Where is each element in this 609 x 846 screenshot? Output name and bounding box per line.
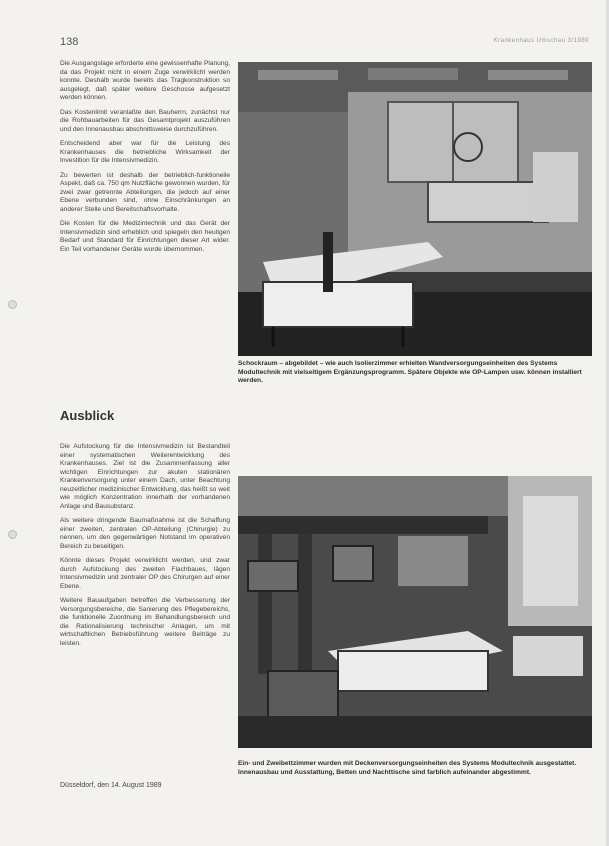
running-head: Krankenhaus Umschau 3/1989 [493,38,589,44]
figure-1-caption: Schockraum – abgebildet – wie auch Isolierzimmer erhielten Wandversorgungseinheiten des Systems Modultechnik mit vielseitigem Ergänzungsprogramm. Spätere Objekte wie OP-Lampen usw. können installiert werden. [238,360,582,385]
paragraph: Entscheidend aber war für die Leistung des Krankenhauses die betriebliche Wirksamkeit der Investition für die Intensivmedizin. [60,140,230,164]
paragraph: Die Kosten für die Medizintechnik und das Gerät der Intensivmedizin sind erheblich und spiegeln den heutigen Bedarf und Standard für Einrichtungen dieser Art wider. Ein Teil vorhandener Geräte wurde übernommen. [60,220,230,253]
shock-room-image [238,62,592,356]
paragraph: Zu bewerten ist deshalb der betrieblich-funktionelle Aspekt, daß ca. 750 qm Nutzfläche gewonnen wurden, für zwei zwar getrennte Abteilungen, die jedoch auf einer Ebene verbunden sind, ohne Einschränkungen an anderer Stelle und Bereitschaftsvorhalte. [60,171,230,213]
paragraph: Das Kostenlimit veranlaßte den Bauherrn, zunächst nur die Rohbauarbeiten für das Gesamtprojekt auszuführen und den Innenausbau abschnittsweise durchzuführen. [60,108,230,133]
column-2-text [60,443,230,654]
paragraph: Als weitere dringende Baumaßnahme ist die Schaffung einer zweiten, zentralen OP-Abteilung (Chirurgie) zu nennen, um den gegenwärtigen Notstand im operativen Bereich zu beseitigen. [60,517,230,550]
column-1-text [60,60,230,260]
figure-2-caption: Ein- und Zweibettzimmer wurden mit Deckenversorgungseinheiten des Systems Modultechnik ausgestattet. Innenausbau und Ausstattung, Betten und Nachttische sind farblich aufeinander abgestimmt. [238,760,577,776]
place-date: Düsseldorf, den 14. August 1989 [60,782,162,789]
paragraph: Weitere Bauaufgaben betreffen die Verbesserung der Versorgungsbereiche, die Sanierung des Pflegebereichs, die funktionelle Zuordnung im Behandlungsbereich und die Rationalisierung technischer Anlagen, um mit wirtschaftlichen Betriebsführung weitere Beiträge zu leisten. [60,597,230,647]
section-heading: Ausblick [60,408,115,423]
paragraph: Die Aufstockung für die Intensivmedizin ist Bestandteil einer systematischen Weiterentwicklung des Krankenhauses. Ziel ist die Zusammenfassung aller wichtigen Einrichtungen zur akuten stationären Krankenversorgung unter einem Dach, unter Beachtung neuzeitlicher medizinischer Entwicklung, das heißt so weit wie möglich Konzentration innerhalb der vorhandenen Anlage und Bausubstanz. [60,443,230,510]
paragraph: Könnte dieses Projekt verwirklicht werden, und zwar durch Aufstockung des zweiten Flachbaues, lägen Intensivmedizin und zentraler OP des Chirurgen auf einer Ebene. [60,557,230,590]
punch-hole [8,530,17,539]
photo-shock-room [238,62,592,356]
punch-hole [8,300,17,309]
page-number: 138 [60,36,79,48]
photo-two-bed-room [238,476,592,748]
paragraph: Die Ausgangslage erforderte eine gewissenhafte Planung, da das Projekt nicht in einem Zuge verwirklicht werden konnte. Deshalb wurde bereits das Tragkonstruktion so ausgelegt, daß später weitere Geschosse aufgesetzt werden können. [60,60,230,101]
two-bed-room-image [238,476,592,748]
